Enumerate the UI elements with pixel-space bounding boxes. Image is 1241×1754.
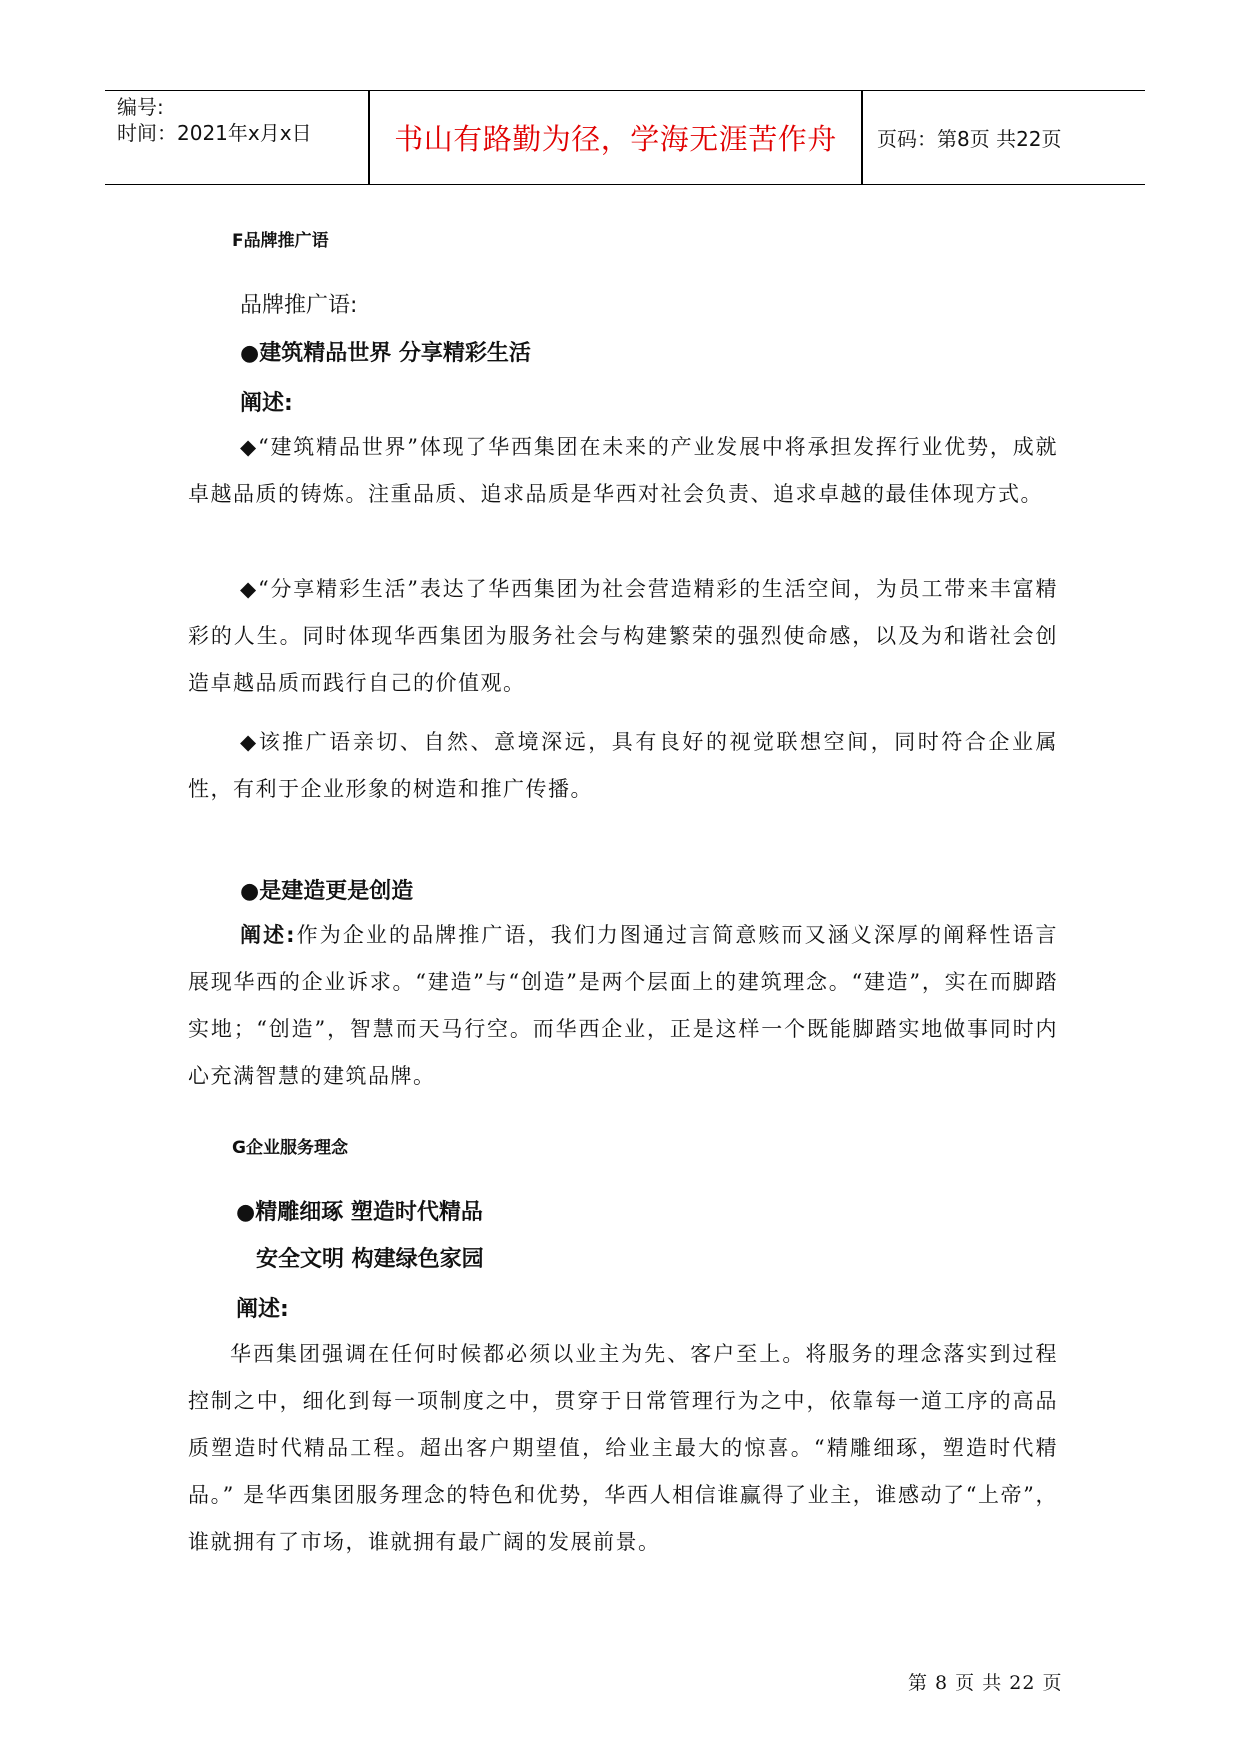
header-divider xyxy=(861,91,863,184)
section-g-slogan-line-1: ●精雕细琢 塑造时代精品 xyxy=(236,1200,483,1225)
section-f-label: 品牌推广语: xyxy=(240,293,358,318)
header-meta xyxy=(117,91,372,184)
section-g-explain-label: 阐述: xyxy=(236,1297,289,1322)
page-footer: 第 8 页 共 22 页 xyxy=(908,1672,1063,1694)
section-g-slogan-line-2: 安全文明 构建绿色家园 xyxy=(256,1247,484,1272)
section-f-paragraph-4 xyxy=(188,912,1058,1100)
section-f-paragraph-3: ◆该推广语亲切、自然、意境深远，具有良好的视觉联想空间，同时符合企业属性，有利于企业形象的树造和推广传播。 xyxy=(188,730,1058,801)
section-f-paragraph-2: ◆“分享精彩生活”表达了华西集团为社会营造精彩的生活空间，为员工带来丰富精彩的人生。同时体现华西集团为服务社会与构建繁荣的强烈使命感，以及为和谐社会创造卓越品质而践行自己的价值观。 xyxy=(188,577,1058,695)
header-time-label: 时间：2021年x月x日 xyxy=(117,121,312,145)
section-f-slogan-1: ●建筑精品世界 分享精彩生活 xyxy=(240,341,531,366)
section-g-paragraph-1: 华西集团强调在任何时候都必须以业主为先、客户至上。将服务的理念落实到过程控制之中，细化到每一项制度之中，贯穿于日常管理行为之中，依靠每一道工序的高品质塑造时代精品工程。超出客户期望值，给业主最大的惊喜。“精雕细琢，塑造时代精品。” 是华西集团服务理念的特色和优势，华西人相信谁赢得了业主，谁感动了“上帝”，谁就拥有了市场，谁就拥有最广阔的发展前景。 xyxy=(188,1342,1058,1554)
section-f-slogan-2: ●是建造更是创造 xyxy=(240,879,414,904)
header-motto: 书山有路勤为径，学海无涯苦作舟 xyxy=(394,122,837,156)
section-f-explain-label-2: 阐述: xyxy=(240,923,297,947)
section-f-title: F品牌推广语 xyxy=(232,231,329,251)
section-f-paragraph-4-text: 作为企业的品牌推广语，我们力图通过言简意赅而又涵义深厚的阐释性语言展现华西的企业诉求。“建造”与“创造”是两个层面上的建筑理念。“建造”，实在而脚踏实地；“创造”，智慧而天马行空。而华西企业，正是这样一个既能脚踏实地做事同时内心充满智慧的建筑品牌。 xyxy=(188,923,1058,1088)
header-number-label: 编号: xyxy=(117,95,164,119)
section-f-paragraph-1: ◆“建筑精品世界”体现了华西集团在未来的产业发展中将承担发挥行业优势，成就卓越品质的铸炼。注重品质、追求品质是华西对社会负责、追求卓越的最佳体现方式。 xyxy=(188,435,1058,506)
header-page-label: 页码：第8页 共22页 xyxy=(877,127,1062,151)
section-f-explain-label: 阐述: xyxy=(240,391,293,416)
page-header xyxy=(105,90,1145,185)
section-g-title: G企业服务理念 xyxy=(232,1138,348,1158)
